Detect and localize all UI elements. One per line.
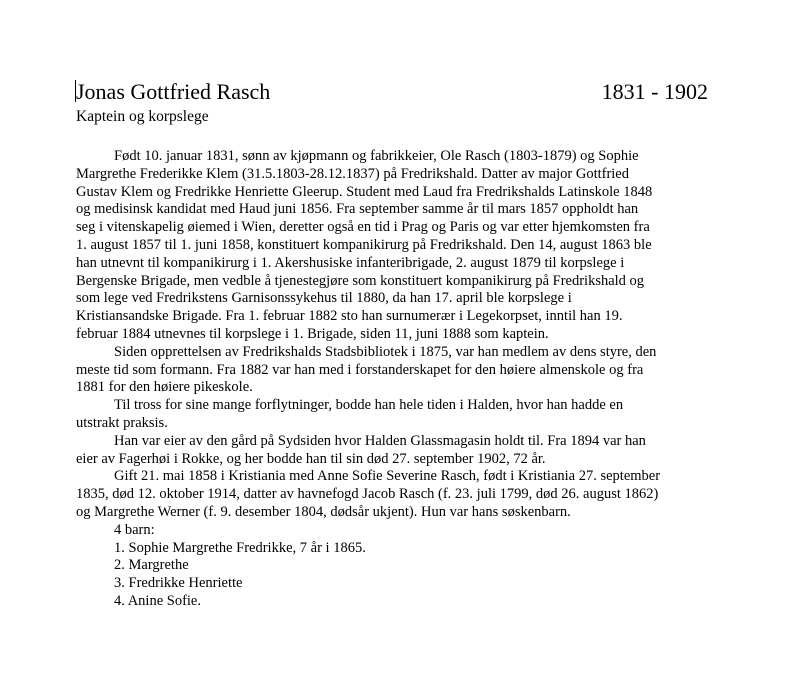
text-line: Margrethe Frederikke Klem (31.5.1803-28.12.1837) på Fredrikshald. Datter av major Gottfried bbox=[76, 165, 629, 182]
text-line: han utnevnt til kompanikirurg i 1. Akershusiske infanteribrigade, 2. august 1879 til korpslege i bbox=[76, 254, 625, 271]
text-line: Han var eier av den gård på Sydsiden hvor Halden Glassmagasin holdt til. Fra 1894 var han bbox=[114, 432, 646, 449]
text-line: eier av Fagerhøi i Rokke, og her bodde han til sin død 27. september 1902, 72 år. bbox=[76, 450, 546, 467]
text-line: og Margrethe Werner (f. 9. desember 1804, dødsår ukjent). Hun var hans søskenbarn. bbox=[76, 503, 571, 520]
person-title: Kaptein og korpslege bbox=[76, 108, 209, 125]
text-line: Født 10. januar 1831, sønn av kjøpmann og fabrikkeier, Ole Rasch (1803-1879) og Sophie bbox=[114, 148, 639, 164]
text-line: 4. Anine Sofie. bbox=[114, 592, 201, 609]
text-line: 4 barn: bbox=[114, 521, 155, 538]
text-line: Kristiansandske Brigade. Fra 1. februar 1882 sto han surnumerær i Legekorpset, inntil han 19. bbox=[76, 308, 623, 325]
text-line: 2. Margrethe bbox=[114, 557, 189, 574]
text-line: Gift 21. mai 1858 i Kristiania med Anne Sofie Severine Rasch, født i Kristiania 27. september bbox=[114, 468, 661, 485]
text-line: 1. Sophie Margrethe Fredrikke, 7 år i 1865. bbox=[114, 539, 366, 556]
text-line: 3. Fredrikke Henriette bbox=[114, 575, 243, 592]
title-row bbox=[76, 78, 708, 106]
text-line: februar 1884 utnevnes til korpslege i 1. Brigade, siden 11, juni 1888 som kaptein. bbox=[76, 325, 549, 342]
text-line: Til tross for sine mange forflytninger, bodde han hele tiden i Halden, hvor han hadde en bbox=[114, 397, 624, 414]
text-line: og medisinsk kandidat med Haud juni 1856. Fra september samme år til mars 1857 oppholdt han bbox=[76, 201, 639, 218]
life-years: 1831 - 1902 bbox=[601, 79, 708, 104]
text-line: Bergenske Brigade, men vedble å tjenestegjøre som konstituert kompanikirurg på Fredrikshald og bbox=[76, 272, 645, 289]
text-line: utstrakt praksis. bbox=[76, 414, 168, 431]
text-line: Gustav Klem og Fredrikke Henriette Gleerup. Student med Laud fra Fredrikshalds Latinskole 1848 bbox=[76, 183, 653, 200]
text-line: som lege ved Fredrikstens Garnisonssykehus til 1880, da han 17. april ble korpslege i bbox=[76, 290, 572, 307]
text-line: seg i vitenskapelig øiemed i Wien, deretter også en tid i Prag og Paris og var etter hjemkomsten fra bbox=[76, 219, 650, 236]
biography-text bbox=[76, 148, 726, 611]
text-line: 1835, død 12. oktober 1914, datter av havnefogd Jacob Rasch (f. 23. juli 1799, død 26. august 1862) bbox=[76, 486, 659, 503]
person-name: Jonas Gottfried Rasch bbox=[76, 79, 271, 104]
text-line: 1881 for den høiere pikeskole. bbox=[76, 379, 253, 396]
text-line: meste tid som formann. Fra 1882 var han med i forstanderskapet for den høiere almenskole og fra bbox=[76, 361, 644, 378]
text-line: 1. august 1857 til 1. juni 1858, konstituert kompanikirurg på Fredrikshald. Den 14, august 1863 ble bbox=[76, 236, 652, 253]
text-line: Siden opprettelsen av Fredrikshalds Stadsbibliotek i 1875, var han medlem av dens styre, den bbox=[114, 343, 657, 360]
